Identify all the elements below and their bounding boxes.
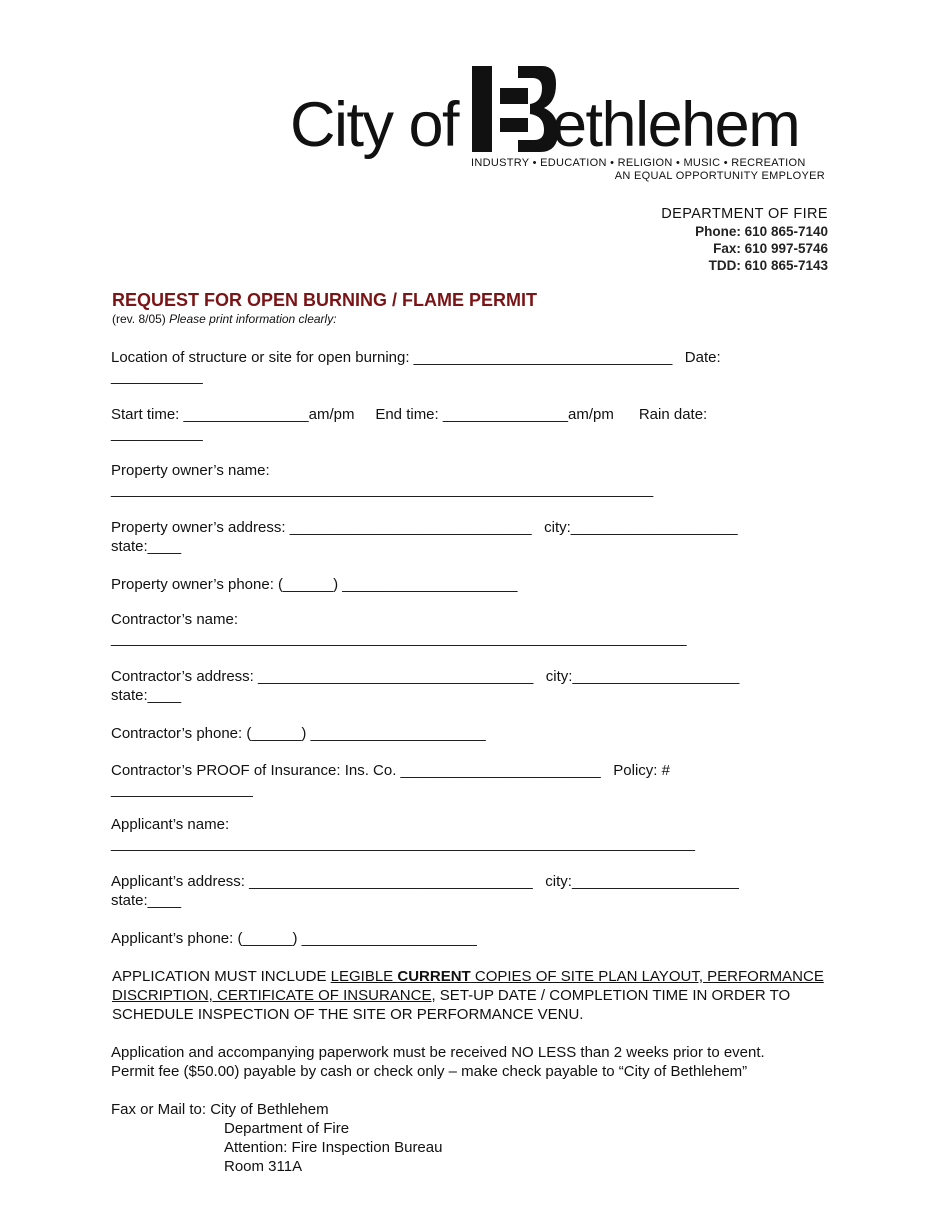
contractor-address-field[interactable]: Contractor’s address: _________________________________ city:____________________ (111, 668, 740, 685)
application-notice (112, 967, 857, 1024)
insurance-field[interactable]: Contractor’s PROOF of Insurance: Ins. Co. ________________________ Policy: # (111, 762, 670, 779)
form-subtitle (112, 312, 337, 326)
contractor-name-field[interactable]: _____________________________________________________________________ (111, 630, 687, 647)
city-logo (290, 62, 835, 187)
times-field[interactable]: Start time: _______________am/pm End time: _______________am/pm Rain date: (111, 406, 708, 423)
department-name: DEPARTMENT OF FIRE (661, 206, 828, 222)
applicant-name-label: Applicant’s name: (111, 816, 230, 833)
logo-city-of: City of (290, 90, 459, 160)
contractor-phone-field[interactable]: Contractor’s phone: (______) _____________________ (111, 725, 486, 742)
mailing-room: Room 311A (224, 1158, 303, 1175)
requirements-line-2: Permit fee ($50.00) payable by cash or check only – make check payable to “City of Bethlehem” (111, 1063, 748, 1080)
owner-state-field[interactable]: state:____ (111, 538, 182, 555)
policy-number-field[interactable]: _________________ (111, 781, 253, 798)
notice-part-2: LEGIBLE (330, 968, 398, 985)
department-contact (661, 206, 828, 274)
mailing-address (111, 1100, 442, 1176)
form-title: REQUEST FOR OPEN BURNING / FLAME PERMIT (112, 290, 538, 310)
department-tdd: TDD: 610 865-7143 (708, 258, 828, 273)
contractor-name-label: Contractor’s name: (111, 611, 239, 628)
location-field[interactable]: Location of structure or site for open burning: _______________________________ Date: (111, 349, 721, 366)
notice-part-5: , SET-UP DATE / COMPLETION TIME IN ORDER TO SCHEDULE INSPECTION OF THE SITE OR PERFORMANCE VENU. (112, 987, 791, 1023)
contractor-state-field[interactable]: state:____ (111, 687, 182, 704)
notice-part-1: APPLICATION MUST INCLUDE (112, 968, 331, 985)
department-phone: Phone: 610 865-7140 (695, 224, 828, 239)
owner-phone-field[interactable]: Property owner’s phone: (______) _____________________ (111, 576, 518, 593)
logo-b-mark-icon (470, 66, 562, 152)
revision-label: (rev. 8/05) (112, 312, 166, 326)
department-fax: Fax: 610 997-5746 (713, 241, 828, 256)
logo-ethlehem: ethlehem (552, 90, 800, 160)
applicant-phone-field[interactable]: Applicant’s phone: (______) _____________________ (111, 930, 477, 947)
applicant-address-field[interactable]: Applicant’s address: __________________________________ city:____________________ (111, 873, 739, 890)
applicant-name-field[interactable]: ______________________________________________________________________ (111, 835, 695, 852)
logo-tagline: INDUSTRY • EDUCATION • RELIGION • MUSIC • RECREATION (471, 157, 806, 169)
requirements-line-1: Application and accompanying paperwork must be received NO LESS than 2 weeks prior to event. (111, 1044, 765, 1061)
rain-date-field[interactable]: ___________ (111, 425, 203, 442)
applicant-state-field[interactable]: state:____ (111, 892, 182, 909)
mailing-attention: Attention: Fire Inspection Bureau (224, 1139, 443, 1156)
mailing-label: Fax or Mail to: City of Bethlehem (111, 1101, 329, 1118)
owner-name-field[interactable]: _________________________________________________________________ (111, 481, 654, 498)
requirements (111, 1043, 765, 1081)
print-instruction: Please print information clearly: (169, 312, 337, 326)
date-field[interactable]: ___________ (111, 368, 203, 385)
mailing-department: Department of Fire (224, 1120, 350, 1137)
owner-name-label: Property owner’s name: (111, 462, 270, 479)
notice-current: CURRENT (397, 968, 471, 985)
notice-part-4: COPIES OF SITE PLAN LAYOUT, PERFORMANCE DISCRIPTION, CERTIFICATE OF INSURANCE (112, 968, 824, 1004)
logo-equal-opportunity: AN EQUAL OPPORTUNITY EMPLOYER (614, 170, 825, 182)
owner-address-field[interactable]: Property owner’s address: _____________________________ city:____________________ (111, 519, 738, 536)
